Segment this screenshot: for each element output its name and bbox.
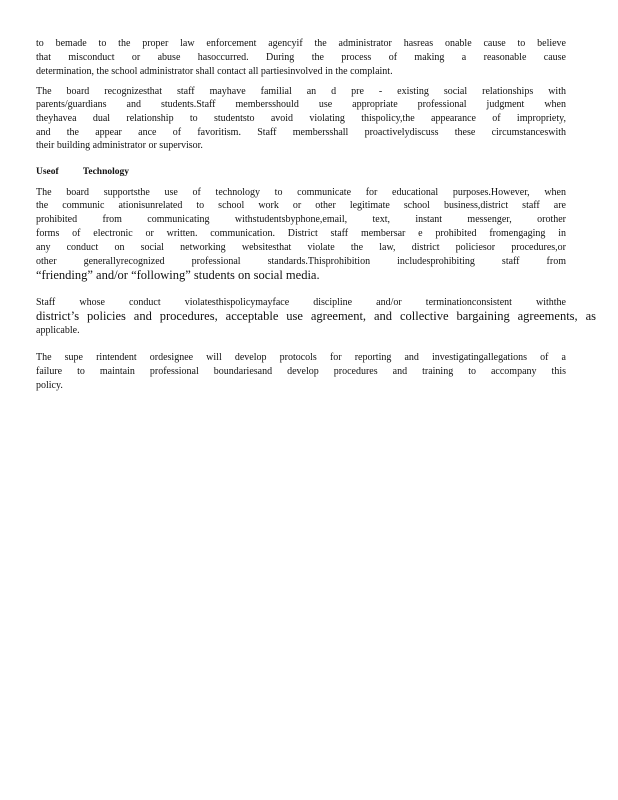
paragraph-4-line-3: applicable.	[36, 325, 80, 336]
paragraph-2-line-2: parents/guardians and students.Staff membersshould use appropriate professional judgment when	[36, 99, 566, 110]
section-heading: Useof Technology	[36, 167, 129, 177]
paragraph-2-line-5: their building administrator or supervisor.	[36, 140, 203, 151]
paragraph-2-line-1: The board recognizesthat staff mayhave familial an d pre - existing social relationships with	[36, 86, 566, 97]
paragraph-3-line-7: “friending” and/or “following” students on social media.	[36, 268, 320, 282]
paragraph-5-line-2: failure to maintain professional boundariesand develop procedures and training to accompany this	[36, 366, 566, 377]
paragraph-3-line-1: The board supportsthe use of technology to communicate for educational purposes.However, when	[36, 187, 566, 198]
paragraph-2-line-3: theyhavea dual relationship to studentsto avoid violating thispolicy,the appearance of impropriety,	[36, 113, 566, 124]
paragraph-1-line-3: determination, the school administrator shall contact all partiesinvolved in the complaint.	[36, 66, 393, 77]
paragraph-4-line-2: district’s policies and procedures, acceptable use agreement, and collective bargaining agreements, as	[36, 309, 596, 323]
paragraph-4-line-1: Staff whose conduct violatesthispolicymayface discipline and/or terminationconsistent withthe	[36, 297, 566, 308]
paragraph-2-line-4: and the appear ance of favoritism. Staff membersshall proactivelydiscuss these circumstanceswith	[36, 127, 566, 138]
paragraph-1-line-1: to bemade to the proper law enforcement agencyif the administrator hasreas onable cause to believe	[36, 38, 566, 49]
paragraph-3-line-3: prohibited from communicating withstudentsbyphone,email, text, instant messenger, orother	[36, 214, 566, 225]
paragraph-5-line-3: policy.	[36, 380, 63, 391]
paragraph-5-line-1: The supe rintendent ordesignee will develop protocols for reporting and investigatingallegations of a	[36, 352, 566, 363]
paragraph-1-line-2: that misconduct or abuse hasoccurred. During the process of making a reasonable cause	[36, 52, 566, 63]
paragraph-3-line-4: forms of electronic or written. communication. District staff membersar e prohibited fromengaging in	[36, 228, 566, 239]
paragraph-3-line-5: any conduct on social networking websitesthat violate the law, district policiesor procedures,or	[36, 242, 566, 253]
paragraph-3-line-2: the communic ationisunrelated to school work or other legitimate school business,district staff are	[36, 200, 566, 211]
paragraph-3-line-6: other generallyrecognized professional standards.Thisprohibition includesprohibiting staff from	[36, 256, 566, 267]
